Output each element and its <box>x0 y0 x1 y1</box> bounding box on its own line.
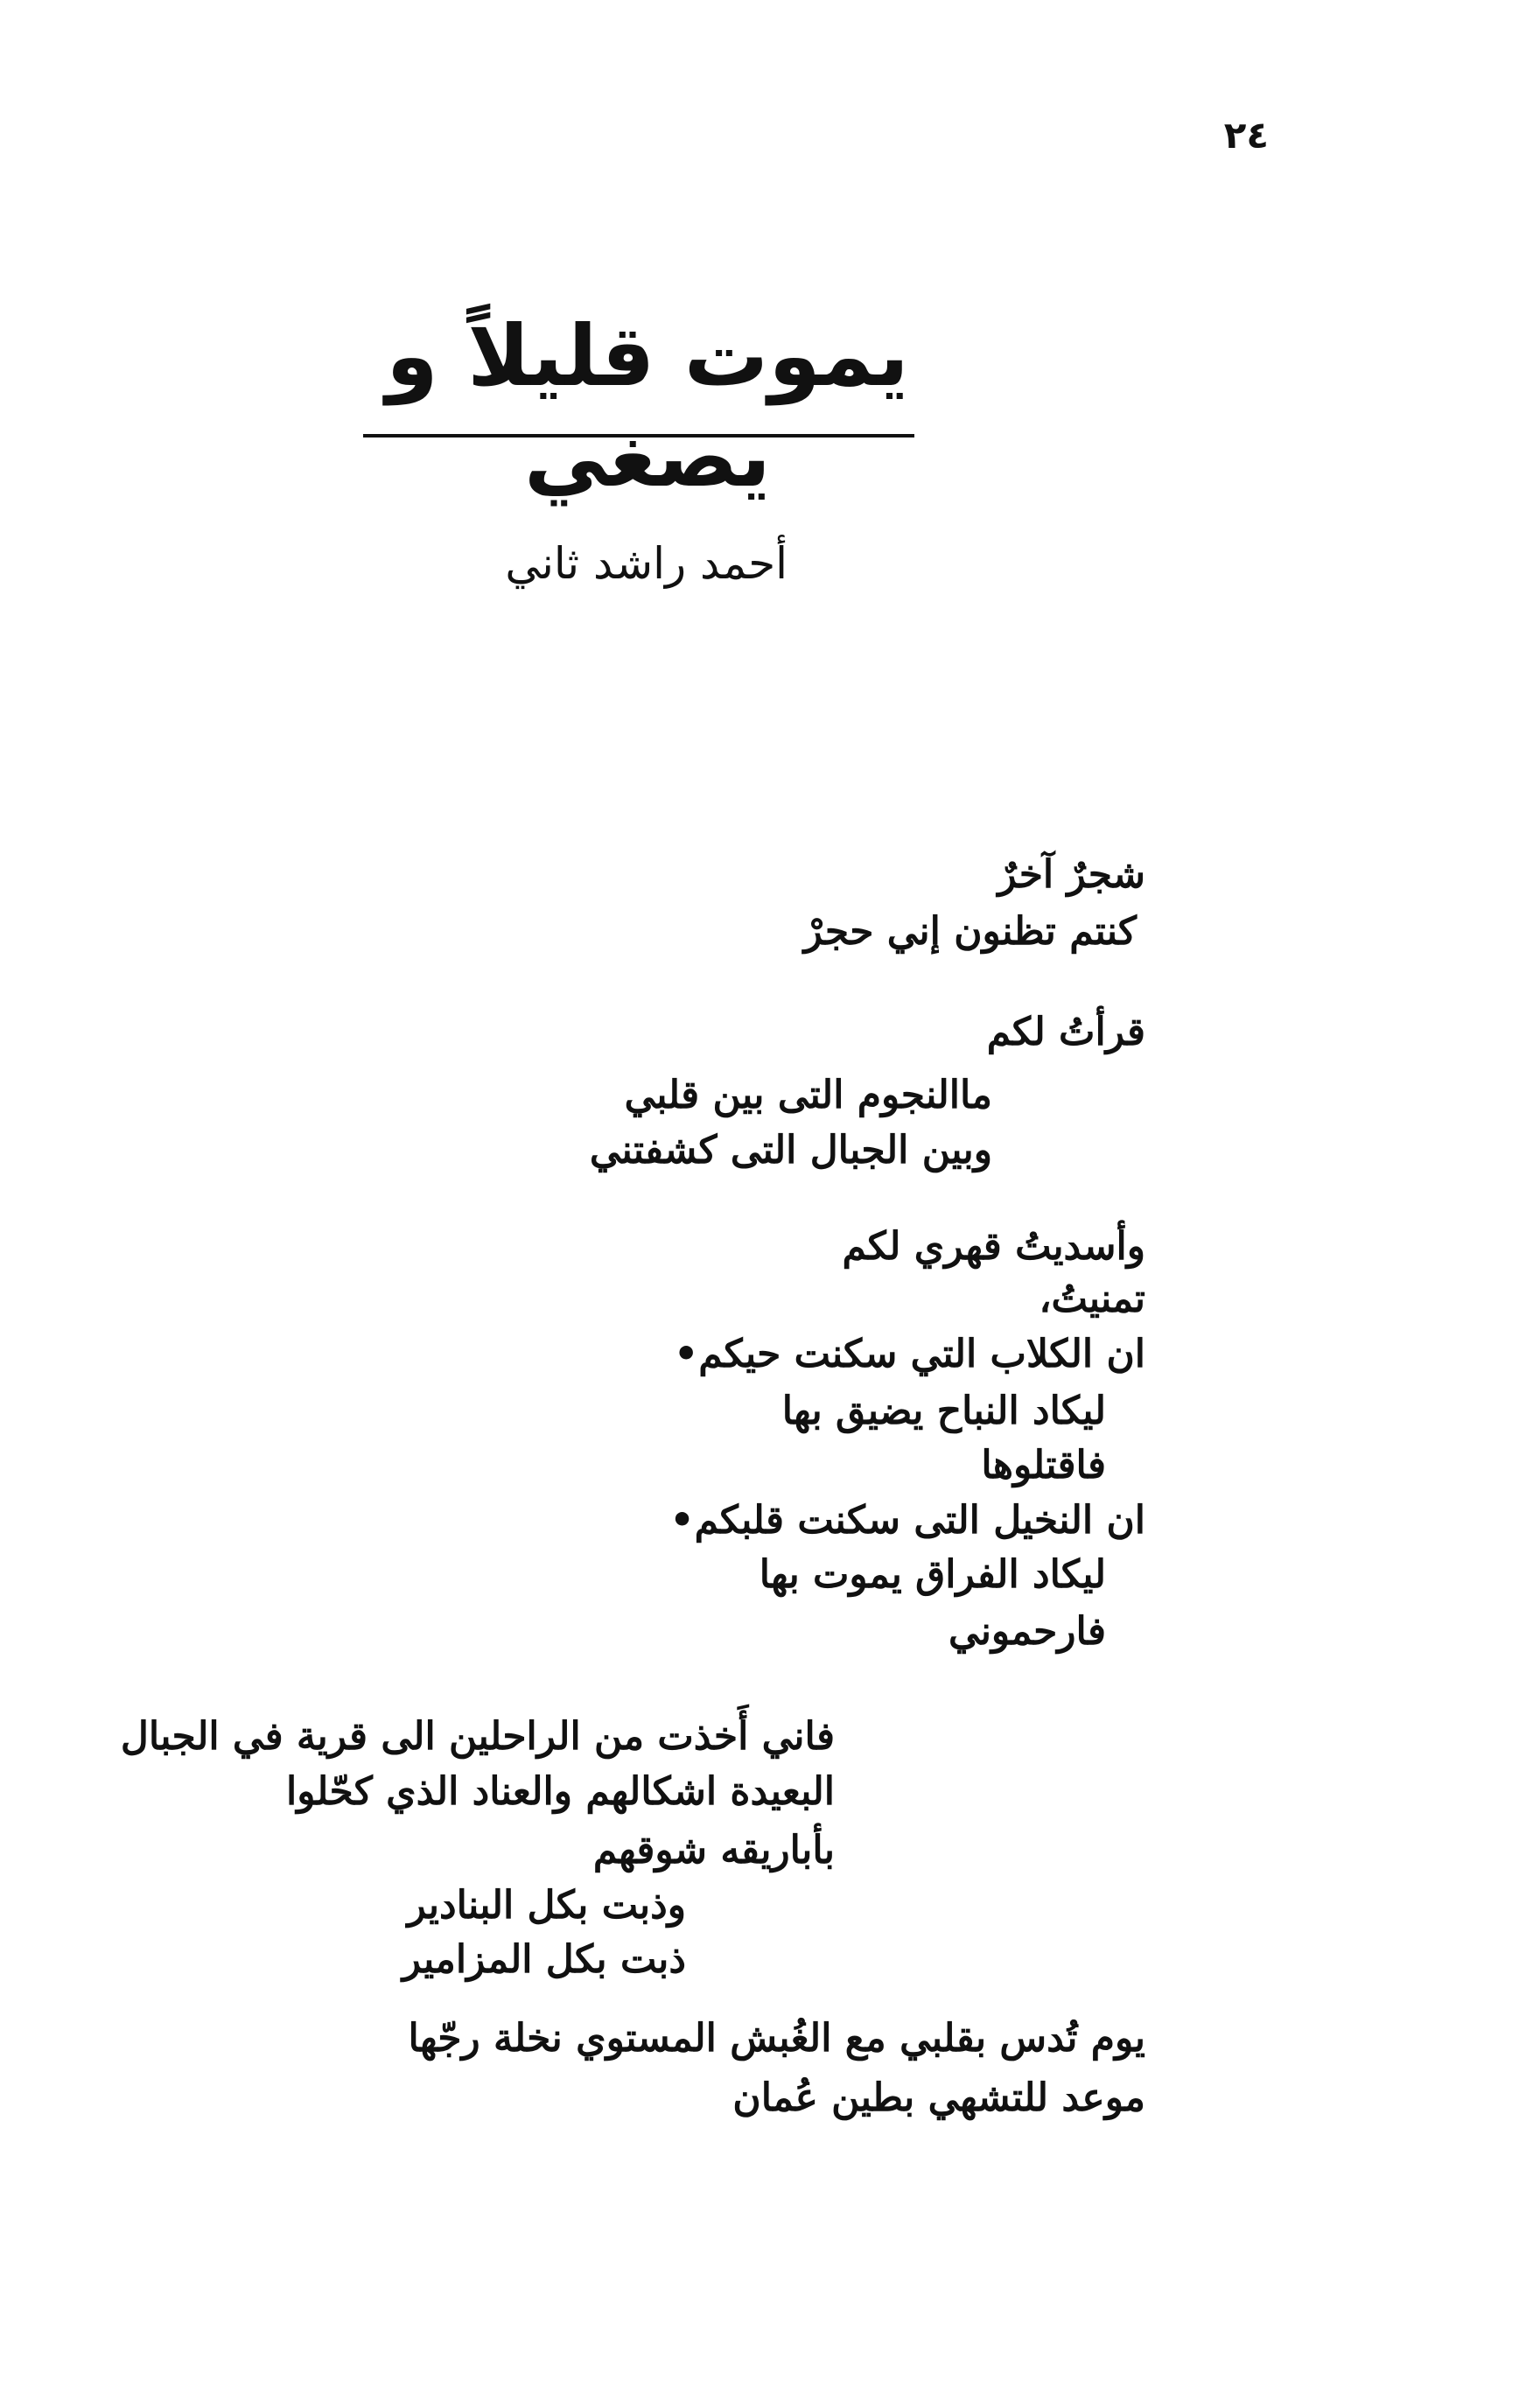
poem-line: بأباريقه شوقهم <box>592 1828 835 1872</box>
poem-line: وذبت بكل البنادير <box>407 1883 686 1928</box>
poem-line: ماالنجوم التى بين قلبي <box>624 1073 992 1117</box>
poem-line: فاقتلوها <box>981 1443 1106 1488</box>
page-number: ٢٤ <box>1223 114 1269 157</box>
poem-line: البعيدة اشكالهم والعناد الذي كحّلوا <box>285 1769 835 1814</box>
poem-line: ان الكلاب التي سكنت حيكم• <box>674 1332 1145 1376</box>
title-underline <box>363 434 914 438</box>
poem-line: ليكاد النباح يضيق بها <box>781 1389 1106 1433</box>
poem-line: كنتم تظنون إني حجرْ <box>803 909 1137 954</box>
poem-author: أحمد راشد ثاني <box>505 538 788 589</box>
poem-line: ان النخيل التى سكنت قلبكم• <box>669 1498 1145 1543</box>
poem-line: قرأتُ لكم <box>986 1010 1145 1054</box>
poem-line: تمنيتُ، <box>1039 1277 1145 1321</box>
poem-line: شجرٌ آخرٌ <box>998 852 1145 897</box>
poem-line: ذبت بكل المزامير <box>402 1937 686 1982</box>
poem-line: فاني أَخذت من الراحلين الى قرية في الجبال <box>120 1714 835 1759</box>
poem-line: فارحموني <box>948 1609 1106 1654</box>
poem-line: ليكاد الفراق يموت بها <box>759 1552 1106 1597</box>
poem-line: يوم تُدس بقلبي مع الغُبش المستوي نخلة رجّها <box>408 2016 1145 2061</box>
poem-line: وبين الجبال التى كشفتني <box>589 1128 992 1172</box>
poem-line: موعد للتشهي بطين عُمان <box>732 2076 1145 2120</box>
poem-title: يموت قليلاً و يصغي <box>386 307 909 507</box>
poem-line: وأسديتُ قهري لكم <box>842 1224 1145 1269</box>
